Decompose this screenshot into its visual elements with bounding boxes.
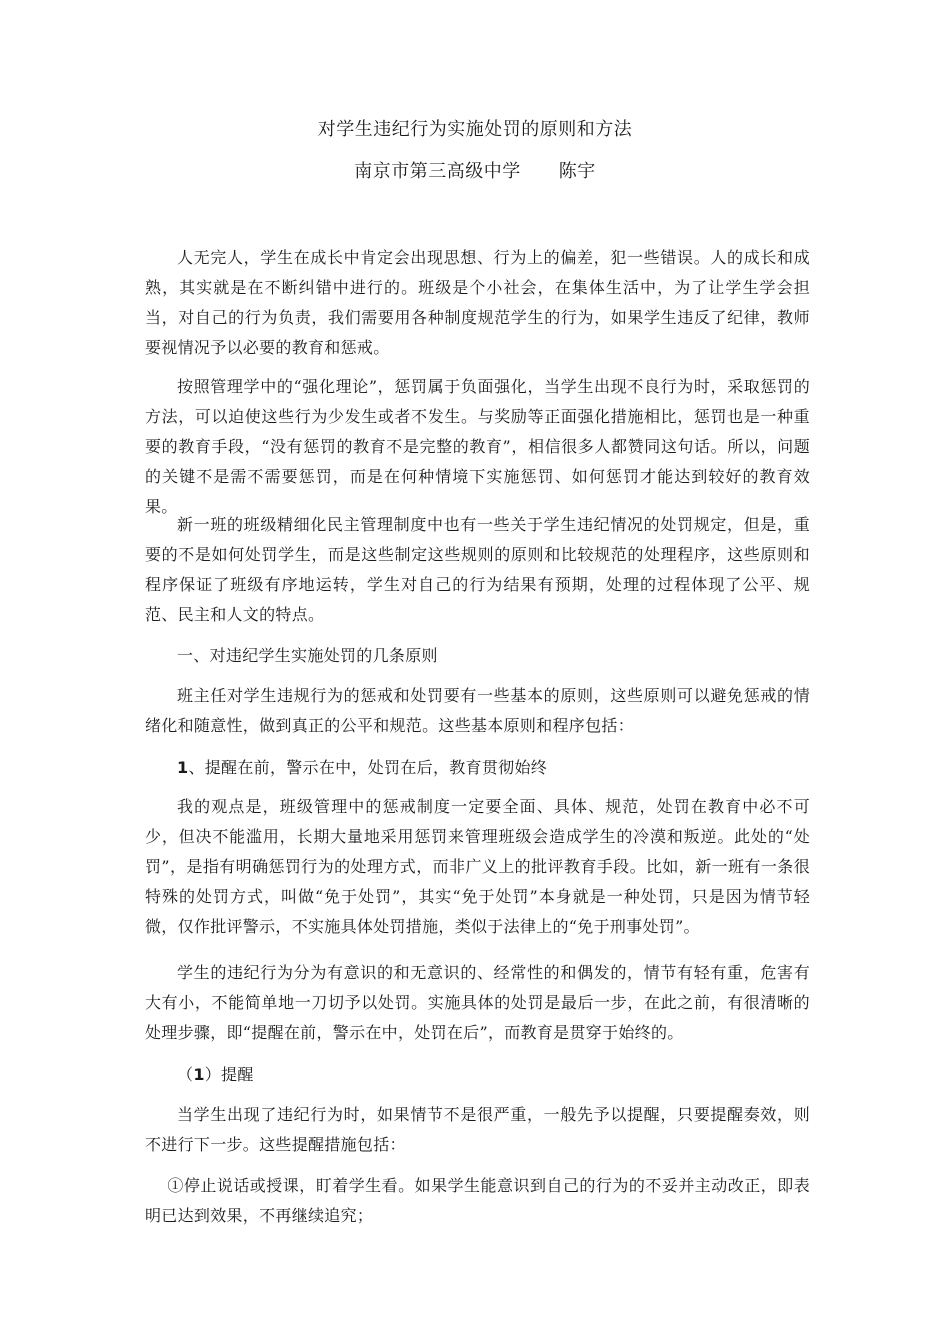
author-name: 陈宇 xyxy=(558,161,596,182)
subsection-heading-1 xyxy=(145,753,810,783)
paren-open: （ xyxy=(177,1065,194,1084)
subsection-title: 、提醒在前，警示在中，处罚在后，教育贯彻始终 xyxy=(188,758,548,777)
section-heading-principles: 一、对违纪学生实施处罚的几条原则 xyxy=(177,646,438,665)
paragraph-violation-types: 学生的违纪行为分为有意识的和无意识的、经常性的和偶发的，情节有轻有重，危害有大有小，不能简单地一刀切予以处罚。实施具体的处罚是最后一步，在此之前，有很清晰的处理步骤，即“提醒在前，警示在中，处罚在后”，而教育是贯穿于始终的。 xyxy=(145,963,810,1042)
paragraph-class-rules: 新一班的班级精细化民主管理制度中也有一些关于学生违纪情况的处罚规定，但是，重要的不是如何处罚学生，而是这些制定这些规则的原则和比较规范的处理程序，这些原则和程序保证了班级有序地运转，学生对自己的行为结果有预期，处理的过程体现了公平、规范、民主和人文的特点。 xyxy=(145,515,810,624)
school-name: 南京市第三高级中学 xyxy=(354,161,521,182)
list-item-reminder-1: ①停止说话或授课，盯着学生看。如果学生能意识到自己的行为的不妥并主动改正，即表明已达到效果，不再继续追究； xyxy=(145,1176,810,1225)
subsection-number: 1 xyxy=(177,758,189,777)
paragraph-viewpoint: 我的观点是，班级管理中的惩戒制度一定要全面、具体、规范，处罚在教育中必不可少，但决不能滥用，长期大量地采用惩罚来管理班级会造成学生的冷漠和叛逆。此处的“处罚”，是指有明确惩罚行为的处理方式，而非广义上的批评教育手段。比如，新一班有一条很特殊的处罚方式，叫做“免于处罚”，其实“免于处罚”本身就是一种处罚，只是因为情节轻微，仅作批评警示，不实施具体处罚措施，类似于法律上的“免于刑事处罚”。 xyxy=(145,797,810,936)
document-title: 对学生违纪行为实施处罚的原则和方法 xyxy=(317,119,633,140)
paragraph-principles-intro: 班主任对学生违规行为的惩戒和处罚要有一些基本的原则，这些原则可以避免惩戒的情绪化和随意性，做到真正的公平和规范。这些基本原则和程序包括： xyxy=(145,686,810,735)
paragraph-reminder-intro: 当学生出现了违纪行为时，如果情节不是很严重，一般先予以提醒，只要提醒奏效，则不进行下一步。这些提醒措施包括： xyxy=(145,1105,810,1154)
author-line xyxy=(0,160,950,184)
paragraph-reinforcement: 按照管理学中的“强化理论”，惩罚属于负面强化，当学生出现不良行为时，采取惩罚的方法，可以迫使这些行为少发生或者不发生。与奖励等正面强化措施相比，惩罚也是一种重要的教育手段，“没有惩罚的教育不是完整的教育”，相信很多人都赞同这句话。所以，问题的关键不是需不需要惩罚，而是在何种情境下实施惩罚、如何惩罚才能达到较好的教育效果。 xyxy=(145,377,810,516)
sub-subsection-title: ）提醒 xyxy=(204,1065,254,1084)
sub-subsection-number: 1 xyxy=(193,1065,205,1084)
paragraph-intro: 人无完人，学生在成长中肯定会出现思想、行为上的偏差，犯一些错误。人的成长和成熟，其实就是在不断纠错中进行的。班级是个小社会，在集体生活中，为了让学生学会担当，对自己的行为负责，我们需要用各种制度规范学生的行为，如果学生违反了纪律，教师要视情况予以必要的教育和惩戒。 xyxy=(145,248,810,357)
sub-subsection-heading-reminder xyxy=(145,1060,810,1090)
